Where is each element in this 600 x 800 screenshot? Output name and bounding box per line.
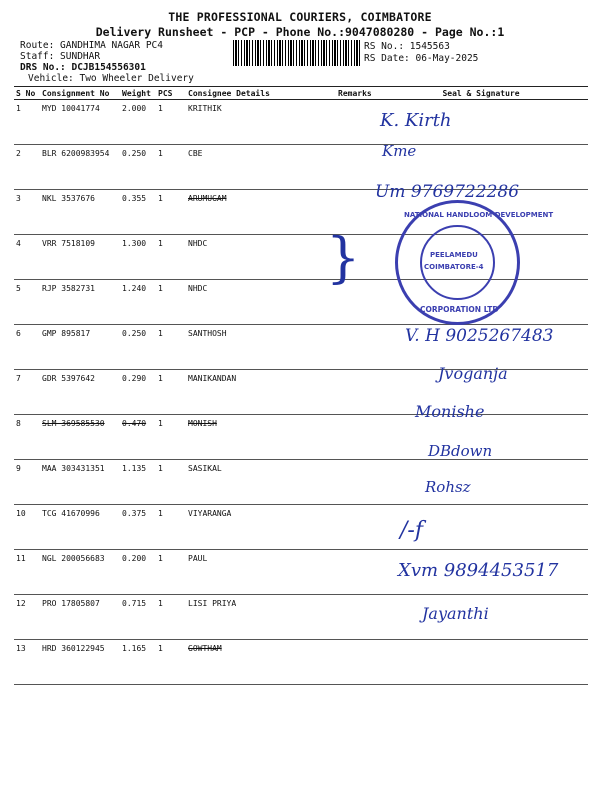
cell-consignee: VIYARANGA xyxy=(186,505,336,550)
cell-remarks xyxy=(336,100,374,145)
signature-3: Um 9769722286 xyxy=(375,182,520,202)
cell-sno: 13 xyxy=(14,640,40,685)
cell-consignment: MAA 303431351 xyxy=(40,460,120,505)
cell-remarks xyxy=(336,415,374,460)
cell-weight: 0.250 xyxy=(120,145,156,190)
route-label: Route: GANDHIMA NAGAR PC4 xyxy=(20,40,163,51)
signature-10: Rohsz xyxy=(425,478,471,496)
col-pcs: PCS xyxy=(156,87,186,100)
cell-remarks xyxy=(336,370,374,415)
cell-consignee: NHDC xyxy=(186,235,336,280)
col-consignee: Consignee Details xyxy=(186,87,336,100)
cell-weight: 0.375 xyxy=(120,505,156,550)
cell-pcs: 1 xyxy=(156,325,186,370)
cell-remarks xyxy=(336,145,374,190)
cell-pcs: 1 xyxy=(156,460,186,505)
signature-9: DBdown xyxy=(428,442,493,460)
cell-pcs: 1 xyxy=(156,505,186,550)
cell-sno: 3 xyxy=(14,190,40,235)
cell-remarks xyxy=(336,640,374,685)
cell-pcs: 1 xyxy=(156,280,186,325)
col-signature: Seal & Signature xyxy=(374,87,588,100)
cell-remarks xyxy=(336,325,374,370)
cell-consignee: PAUL xyxy=(186,550,336,595)
cell-sno: 8 xyxy=(14,415,40,460)
cell-weight: 0.355 xyxy=(120,190,156,235)
cell-pcs: 1 xyxy=(156,235,186,280)
col-consignment: Consignment No xyxy=(40,87,120,100)
cell-pcs: 1 xyxy=(156,370,186,415)
cell-weight: 1.300 xyxy=(120,235,156,280)
col-remarks: Remarks xyxy=(336,87,374,100)
cell-sno: 11 xyxy=(14,550,40,595)
cell-remarks xyxy=(336,550,374,595)
col-weight: Weight xyxy=(120,87,156,100)
table-row xyxy=(14,595,588,640)
cell-consignee: SASIKAL xyxy=(186,460,336,505)
signature-6: V. H 9025267483 xyxy=(405,326,554,346)
cell-consignee: CBE xyxy=(186,145,336,190)
cell-signature xyxy=(374,460,588,505)
brace-mark: } xyxy=(326,226,361,289)
cell-remarks xyxy=(336,460,374,505)
signature-12: Xvm 9894453517 xyxy=(398,560,559,581)
cell-weight: 0.470 xyxy=(120,415,156,460)
cell-consignee: ARUMUGAM xyxy=(186,190,336,235)
table-row xyxy=(14,460,588,505)
cell-remarks xyxy=(336,595,374,640)
cell-sno: 5 xyxy=(14,280,40,325)
cell-sno: 7 xyxy=(14,370,40,415)
rs-date: RS Date: 06-May-2025 xyxy=(364,53,479,64)
cell-weight: 1.240 xyxy=(120,280,156,325)
cell-consignment: TCG 41670996 xyxy=(40,505,120,550)
table-header-row xyxy=(14,87,588,100)
seal-text-center-2: COIMBATORE-4 xyxy=(424,263,484,271)
cell-consignment: GDR 5397642 xyxy=(40,370,120,415)
staff-label: Staff: SUNDHAR xyxy=(20,51,101,62)
signature-13: Jayanthi xyxy=(422,604,489,623)
cell-pcs: 1 xyxy=(156,550,186,595)
table-row xyxy=(14,100,588,145)
runsheet-table xyxy=(14,86,588,685)
cell-consignment: HRD 360122945 xyxy=(40,640,120,685)
cell-consignee: MONISH xyxy=(186,415,336,460)
cell-consignment: NKL 3537676 xyxy=(40,190,120,235)
cell-weight: 1.135 xyxy=(120,460,156,505)
vehicle-label: Vehicle: Two Wheeler Delivery xyxy=(28,73,194,84)
seal-text-top: NATIONAL HANDLOOM DEVELOPMENT xyxy=(404,211,554,219)
cell-weight: 0.290 xyxy=(120,370,156,415)
drs-number: DRS No.: DCJB154556301 xyxy=(20,62,146,73)
cell-consignment: PRO 17805807 xyxy=(40,595,120,640)
signature-8: Monishe xyxy=(415,402,485,421)
company-title: THE PROFESSIONAL COURIERS, COIMBATORE xyxy=(168,10,432,24)
cell-weight: 0.715 xyxy=(120,595,156,640)
cell-consignee: KRITHIK xyxy=(186,100,336,145)
cell-signature xyxy=(374,640,588,685)
cell-consignee: NHDC xyxy=(186,280,336,325)
cell-weight: 1.165 xyxy=(120,640,156,685)
official-seal xyxy=(395,200,554,325)
cell-consignment: MYD 10041774 xyxy=(40,100,120,145)
cell-pcs: 1 xyxy=(156,100,186,145)
cell-consignee: SANTHOSH xyxy=(186,325,336,370)
cell-sno: 1 xyxy=(14,100,40,145)
cell-weight: 2.000 xyxy=(120,100,156,145)
cell-pcs: 1 xyxy=(156,145,186,190)
cell-pcs: 1 xyxy=(156,190,186,235)
cell-consignee: MANIKANDAN xyxy=(186,370,336,415)
cell-sno: 4 xyxy=(14,235,40,280)
rs-number: RS No.: 1545563 xyxy=(364,41,450,52)
cell-pcs: 1 xyxy=(156,415,186,460)
seal-text-bottom: CORPORATION LTD xyxy=(420,305,499,314)
signature-1: K. Kirth xyxy=(380,110,452,131)
col-sno: S No xyxy=(14,87,40,100)
table-row xyxy=(14,415,588,460)
cell-weight: 0.200 xyxy=(120,550,156,595)
cell-sno: 10 xyxy=(14,505,40,550)
cell-consignment: BLR 6200983954 xyxy=(40,145,120,190)
cell-pcs: 1 xyxy=(156,595,186,640)
cell-sno: 9 xyxy=(14,460,40,505)
cell-consignment: GMP 895817 xyxy=(40,325,120,370)
cell-sno: 2 xyxy=(14,145,40,190)
signature-7: Jvoganja xyxy=(438,364,508,383)
seal-text-center-1: PEELAMEDU xyxy=(430,251,478,259)
cell-consignee: GOWTHAM xyxy=(186,640,336,685)
barcode xyxy=(233,40,361,66)
cell-pcs: 1 xyxy=(156,640,186,685)
cell-consignment: NGL 200056683 xyxy=(40,550,120,595)
table-row xyxy=(14,640,588,685)
signature-2: Kme xyxy=(382,142,417,160)
cell-weight: 0.250 xyxy=(120,325,156,370)
cell-consignment: RJP 3582731 xyxy=(40,280,120,325)
cell-sno: 6 xyxy=(14,325,40,370)
cell-consignee: LISI PRIYA xyxy=(186,595,336,640)
runsheet-subtitle: Delivery Runsheet - PCP - Phone No.:9047080280 - Page No.:1 xyxy=(95,25,505,39)
cell-consignment: SLM 369585530 xyxy=(40,415,120,460)
table-row xyxy=(14,505,588,550)
signature-11: /-f xyxy=(400,518,423,543)
cell-remarks xyxy=(336,505,374,550)
cell-sno: 12 xyxy=(14,595,40,640)
cell-consignment: VRR 7518109 xyxy=(40,235,120,280)
